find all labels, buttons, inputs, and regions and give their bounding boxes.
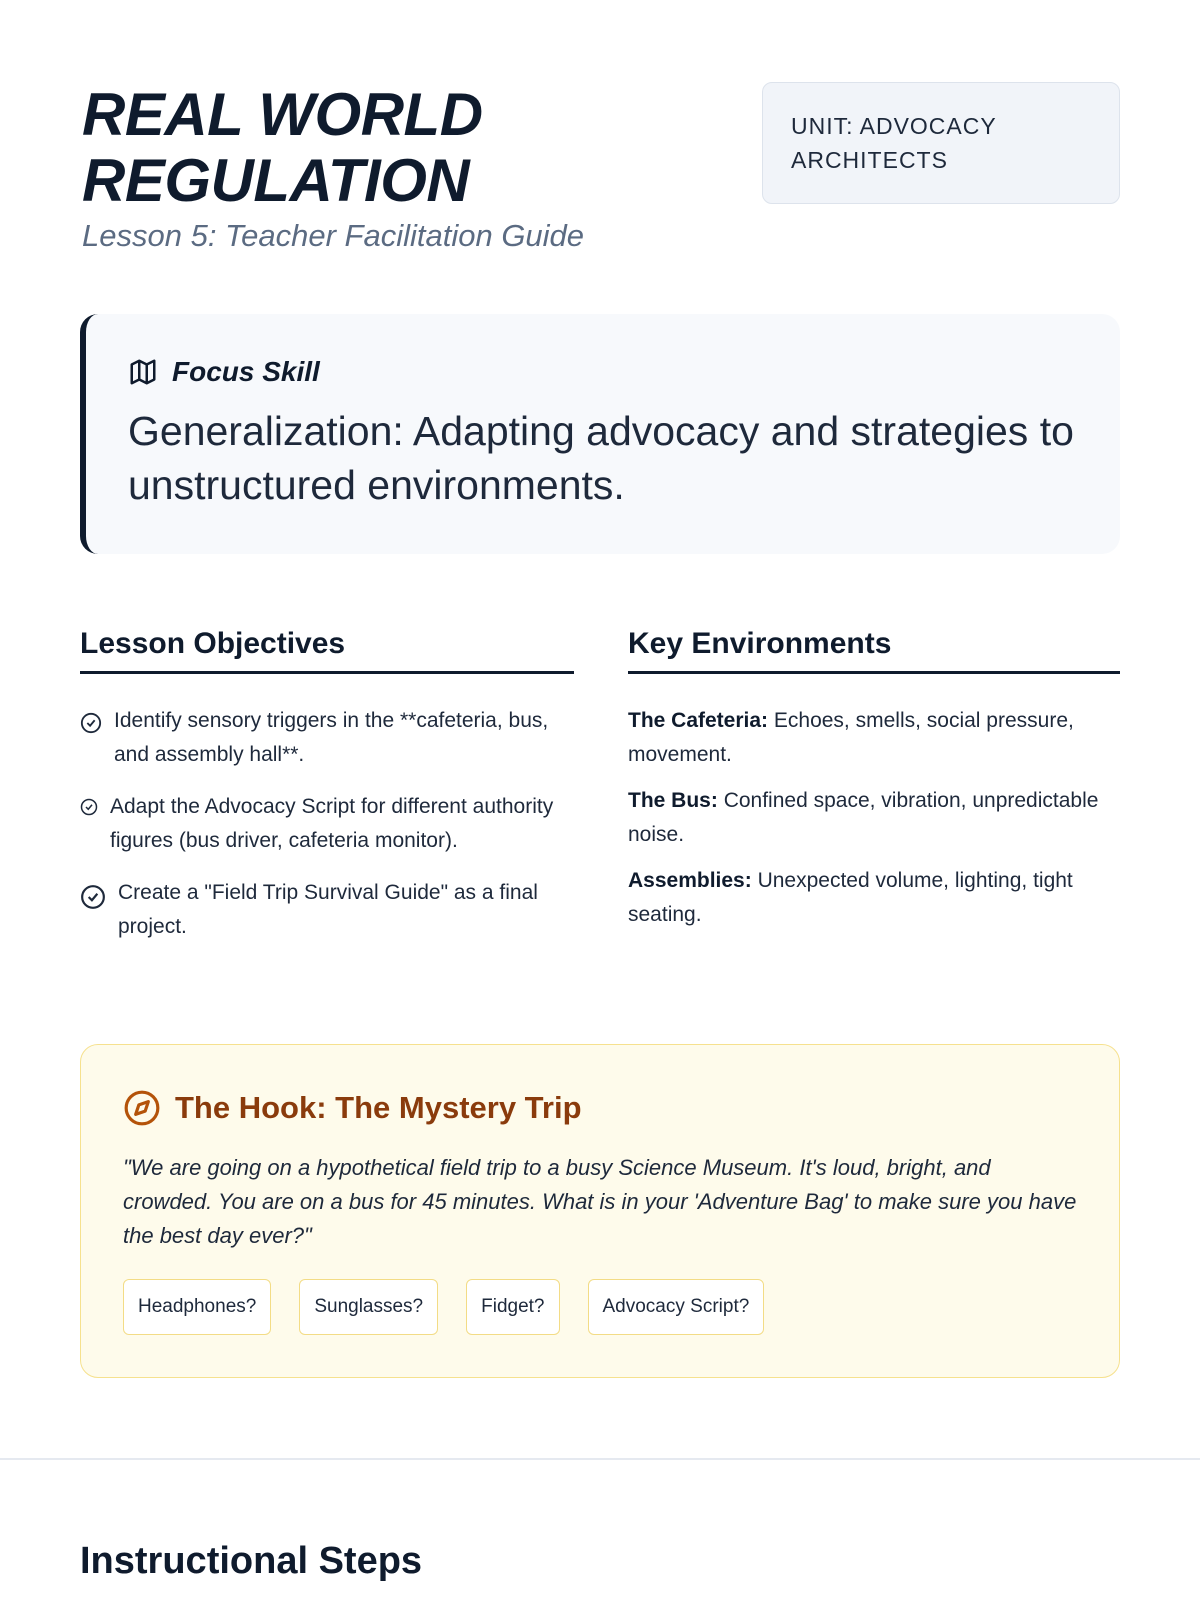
list-item — [80, 876, 574, 944]
hook-quote: "We are going on a hypothetical field trip to a busy Science Museum. It's loud, bright, and crowded. You are on a bus for 45 minutes. What is in your 'Adventure Bag' to make sure you have the best day ever?" — [123, 1155, 1077, 1248]
check-circle-icon — [80, 712, 102, 734]
hook-title — [123, 1087, 1077, 1129]
chip-headphones: Headphones? — [123, 1279, 271, 1335]
environment-desc: Echoes, smells, social pressure, movement. — [628, 709, 1074, 766]
focus-skill-label — [128, 354, 1080, 390]
chip-advocacy-script: Advocacy Script? — [588, 1279, 765, 1335]
lesson-objectives-section — [80, 624, 574, 962]
list-item — [80, 704, 574, 772]
hook-card — [80, 1044, 1120, 1378]
list-item — [628, 864, 1120, 932]
unit-badge-line-1: UNIT: ADVOCACY — [791, 113, 997, 139]
page-title — [82, 82, 722, 214]
map-icon — [128, 357, 158, 387]
list-item — [80, 790, 574, 858]
unit-badge — [762, 82, 1120, 204]
compass-icon — [123, 1089, 161, 1127]
chip-sunglasses: Sunglasses? — [299, 1279, 438, 1335]
environment-name: The Cafeteria: — [628, 709, 769, 732]
objective-text: Adapt the Advocacy Script for different authority figures (bus driver, cafeteria monitor). — [110, 795, 554, 852]
focus-skill-label-text: Focus Skill — [172, 356, 320, 387]
hook-title-text: The Hook: The Mystery Trip — [175, 1090, 582, 1125]
check-circle-icon — [80, 798, 98, 816]
instructional-steps-heading: Instructional Steps — [80, 1540, 423, 1582]
page-header — [82, 82, 1120, 262]
key-environments-heading: Key Environments — [628, 624, 1120, 674]
check-circle-icon — [80, 884, 106, 910]
list-item — [628, 704, 1120, 772]
section-divider — [0, 1458, 1200, 1460]
environment-desc: Unexpected volume, lighting, tight seating. — [628, 869, 1073, 926]
focus-skill-card — [80, 314, 1120, 554]
environment-name: Assemblies: — [628, 869, 752, 892]
lesson-objectives-heading: Lesson Objectives — [80, 624, 574, 674]
page-subtitle: Lesson 5: Teacher Facilitation Guide — [82, 218, 585, 253]
objective-text: Identify sensory triggers in the **cafeteria, bus, and assembly hall**. — [114, 709, 549, 766]
environment-desc: Confined space, vibration, unpredictable noise. — [628, 789, 1099, 846]
objective-text: Create a "Field Trip Survival Guide" as a final project. — [118, 881, 538, 938]
environments-list — [628, 704, 1120, 932]
focus-skill-text: Generalization: Adapting advocacy and strategies to unstructured environments. — [128, 408, 1074, 508]
chip-fidget: Fidget? — [466, 1279, 559, 1335]
list-item — [628, 784, 1120, 852]
unit-badge-line-2: ARCHITECTS — [791, 147, 948, 173]
environment-name: The Bus: — [628, 789, 718, 812]
hook-chips — [123, 1279, 1077, 1335]
key-environments-section — [628, 624, 1120, 944]
objectives-list — [80, 704, 574, 944]
title-line-1: REAL WORLD — [82, 81, 483, 148]
title-line-2: REGULATION — [82, 147, 470, 214]
